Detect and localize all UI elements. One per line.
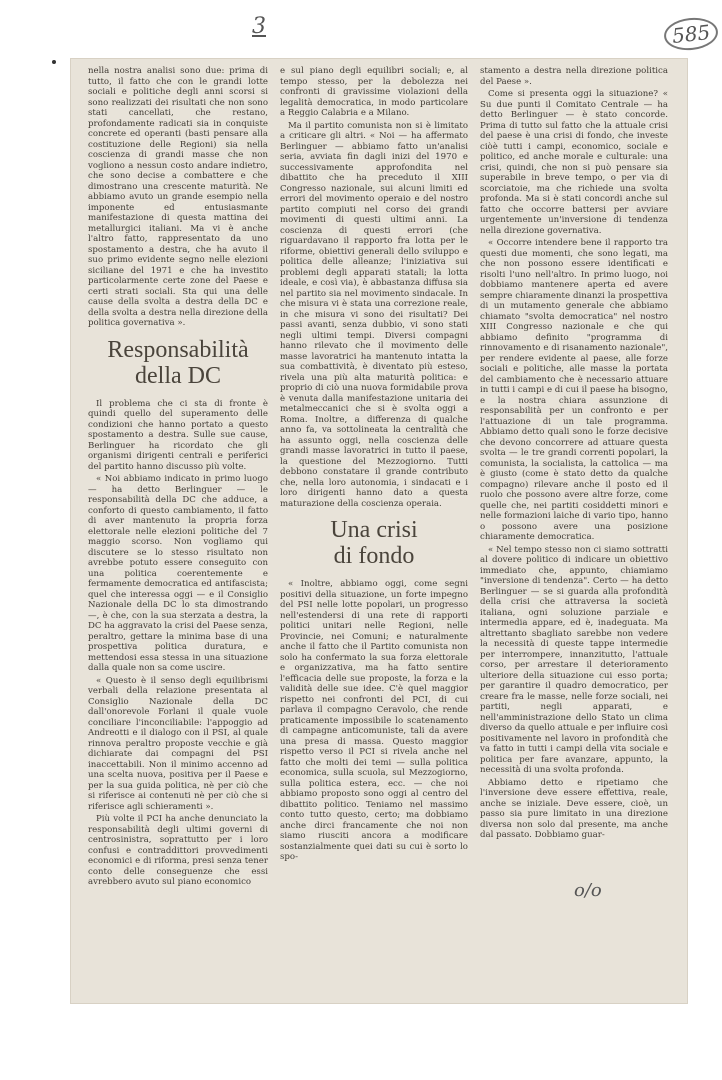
paragraph: « Nel tempo stesso non ci siamo sottratti al dovere politico di indicare un obiettivo immediato che, appunto, chiamiamo "inversione di tendenza". Certo — ha detto Berlinguer — se si guarda alla profondità della crisi che attraversa la società italiana, ogni soluzione parziale e intermedia appare, ed è, inadeguata. Ma altrettanto sbagliato sarebbe non vedere la necessità di queste tappe intermedie per interrompere, innanzitutto, l'attuale corso, per arrestare il deterioramento ulteriore della situazione cui esso porta; per garantire il quadro democratico, per creare fra le masse, nelle forze sociali, nei partiti, negli apparati, e nell'amministrazione dello Stato un clima diverso da quello attuale e per influire così positivamente nel lavoro in profondità che va fatto in tutti i campi della vita sociale e politica per fare avanzare, appunto, la necessità di una svolta profonda. [480,544,668,775]
article-column-2 [280,66,468,865]
ink-dot [52,60,56,64]
paragraph: Abbiamo detto e ripetiamo che l'inversione deve essere effettiva, reale, anche se iniziale. Deve essere, cioè, un passo sia pure limitato in una direzione diversa non solo dal presente, ma anche dal passato. Dobbiamo guar- [480,777,668,840]
subheading-line: di fondo [333,543,415,569]
article-column-1 [88,66,268,890]
paragraph: Il problema che ci sta di fronte è quindi quello del superamento delle condizioni che hanno portato a questo spostamento a destra. Sulle sue cause, Berlinguer ha ricordato che gli organismi dirigenti centrali e periferici del partito hanno discusso più volte. [88,398,268,472]
paragraph: « Noi abbiamo indicato in primo luogo — ha detto Berlinguer — le responsabilità della DC che adduce, a conforto di questo cambiamento, il fatto di aver mantenuto la propria forza elettorale nelle elezioni politiche del 7 maggio scorso. Non vogliamo qui discutere se lo stesso risultato non avrebbe potuto essere conseguito con una politica coerentemente e fermamente democratica ed antifascista; quel che interessa oggi — e il Consiglio Nazionale della DC lo sta dimostrando —, è che, con la sua sterzata a destra, la DC ha aggravato la crisi del Paese senza, peraltro, gettare la minima base di una prospettiva politica duratura, e mettendosi essa stessa in una situazione dalla quale non sa come uscire. [88,474,268,673]
handwritten-mark: o/o [574,880,602,901]
subheading-line: Una crisi [330,517,418,543]
subheading-line: Responsabilità [107,336,249,363]
paragraph: e sul piano degli equilibri sociali; e, al tempo stesso, per la debolezza nei confronti di gravissime violazioni della legalità democratica, in modo particolare a Reggio Calabria e a Milano. [280,66,468,118]
paragraph: nella nostra analisi sono due: prima di tutto, il fatto che con le grandi lotte sociali e politiche degli anni scorsi si sono realizzati dei risultati che non sono stati cancellati, che restano, profondamente radicati sia in conquiste concrete ed operanti (basti pensare alla costituzione delle Regioni) sia nella coscienza di grandi masse che non vogliono a nessun costo andare indietro, che sono decise a combattere e che dimostrano una crescente maturità. Ne abbiamo avuto un grande esempio nella imponente ed entusiasmante manifestazione di questa mattina dei metallurgici italiani. Ma vi è anche l'altro fatto, rappresentato da uno spostamento a destra, che ha avuto il suo primo evidente segno nelle elezioni siciliane del 1971 e che ha investito particolarmente certe zone del Paese e certi strati sociali. Sta qui una delle cause della svolta a destra della DC e della svolta a destra nella direzione della politica governativa ». [88,66,268,328]
paragraph: « Questo è il senso degli equilibrismi verbali della relazione presentata al Consiglio Nazionale della DC dall'onorevole Forlani il quale vuole conciliare l'inconciliabile: l'appoggio ad Andreotti e il dialogo con il PSI, al quale rinnova peraltro proposte vecchie e già dichiarate dai compagni del PSI inaccettabili. Non il minimo accenno ad una scelta nuova, positiva per il Paese e per la sua guida politica, nè per ciò che si riferisce ai contenuti nè per ciò che si riferisce agli schieramenti ». [88,675,268,812]
paragraph: Ma il partito comunista non si è limitato a criticare gli altri. « Noi — ha affermato Berlinguer — abbiamo fatto un'analisi seria, avviata fin dagli inizi del 1970 e successivamente approfondita nel dibattito che ha preceduto il XIII Congresso nazionale, sui alcuni limiti ed errori del movimento operaio e del nostro partito compiuti nel corso dei grandi movimenti di questi ultimi anni. La coscienza di questi errori (che riguardavano il rapporto fra lotta per le riforme, obiettivi generali dello sviluppo e politica delle alleanze; l'iniziativa sui problemi degli apparati statali; la lotta ideale, e così via), è abbastanza diffusa sia nel partito sia nel movimento sindacale. In che misura vi è stata una correzione reale, in che misura vi sono dei risultati? Dei passi avanti, senza dubbio, vi sono stati negli ultimi tempi. Diversi compagni hanno rilevato che il movimento delle masse lavoratrici ha mantenuto intatta la sua combattività, è diventato più esteso, rivela una più alta maturità politica: e proprio di ciò una nuova formidabile prova è venuta dalla manifestazione unitaria dei metalmeccanici che si è svolta oggi a Roma. Inoltre, a differenza di qualche anno fa, va sottolineata la centralità che ha assunto oggi, nella coscienza delle grandi masse lavoratrici in tutto il paese, la questione del Mezzogiorno. Tutti debbono constatare il grande contributo che, nella loro autonomia, i sindacati e i loro dirigenti hanno dato a questa maturazione della coscienza operaia. [280,120,468,509]
paragraph: Più volte il PCI ha anche denunciato la responsabilità degli ultimi governi di centrosinistra, soprattutto per i loro confusi e contraddittori provvedimenti economici e di riforma, presi senza tener conto delle conseguenze che essi avrebbero avuto sul piano economico [88,814,268,887]
handwritten-page-number: 3 [252,14,266,39]
paragraph: « Inoltre, abbiamo oggi, come segni positivi della situazione, un forte impegno del PSI nelle lotte popolari, un progresso nell'estendersi di una rete di rapporti politici unitari nelle Regioni, nelle Provincie, nei Comuni; e naturalmente anche il fatto che il Partito comunista non solo ha confermato la sua forza elettorale e organizzativa, ma ha fatto sentire l'efficacia delle sue proposte, la forza e la validità delle sue idee. C'è quel maggior rispetto nei confronti del PCI, di cui parlava il compagno Ceravolo, che rende praticamente impossibile lo scatenamento di campagne anticomuniste, tali da avere una presa di massa. Questo maggior rispetto verso il PCI si rivela anche nel fatto che molti dei temi — sulla politica economica, sulla scuola, sul Mezzogiorno, sulla politica estera, ecc. — che noi abbiamo proposto sono oggi al centro del dibattito politico. Teniamo nel massimo conto tutto questo, certo; ma dobbiamo anche dirci francamente che noi non siamo riusciti ancora a modificare sostanzialmente quei dati su cui è sorto lo spo- [280,579,468,862]
subheading-crisi [280,517,468,569]
paragraph: stamento a destra nella direzione politica del Paese ». [480,66,668,87]
archive-stamp-number: 585 [662,15,719,52]
article-column-3 [480,66,668,843]
paragraph: « Occorre intendere bene il rapporto tra questi due momenti, che sono legati, ma che non possono essere identificati e risolti l'uno nell'altro. In primo luogo, noi dobbiamo mantenere aperta ed avere sempre chiaramente dinanzi la prospettiva di un mutamento generale che abbiamo chiamato "svolta democratica" nel nostro XIII Congresso nazionale e che qui abbiamo definito "programma di rinnovamento e di risanamento nazionale", per rendere evidente al paese, alle forze sociali e politiche, alle masse la portata del cambiamento che è necessario attuare in tutti i campi e di cui il paese ha bisogno, e la nostra chiara assunzione di responsabilità per un confronto e per l'attuazione di un tale programma. Abbiamo detto quali sono le forze decisive che devono concorrere ad attuare questa svolta — le tre grandi correnti popolari, la comunista, la socialista, la cattolica — ma è giusto (come è stato detto da qualche compagno) rilevare anche il posto ed il ruolo che possono avere altre forze, come quelle che, nei partiti cosiddetti minori e nelle formazioni laiche di vario tipo, hanno o possono avere una posizione chiaramente democratica. [480,238,668,542]
subheading-responsabilita [88,337,268,389]
paragraph: Come si presenta oggi la situazione? « Su due punti il Comitato Centrale — ha detto Berlinguer — è stato concorde. Prima di tutto sul fatto che la attuale crisi del paese è una crisi di fondo, che investe ciòè tutti i campi, economico, sociale e politico, ed anche morale e culturale: una crisi, quindi, che non si può pensare sia superabile in breve tempo, o per via di scorciatoie, ma che richiede una svolta profonda. Ma si è stati concordi anche sul fatto che occorre battersi per avviare urgentemente un'inversione di tendenza nella direzione governativa. [480,89,668,236]
subheading-line: della DC [135,362,221,389]
